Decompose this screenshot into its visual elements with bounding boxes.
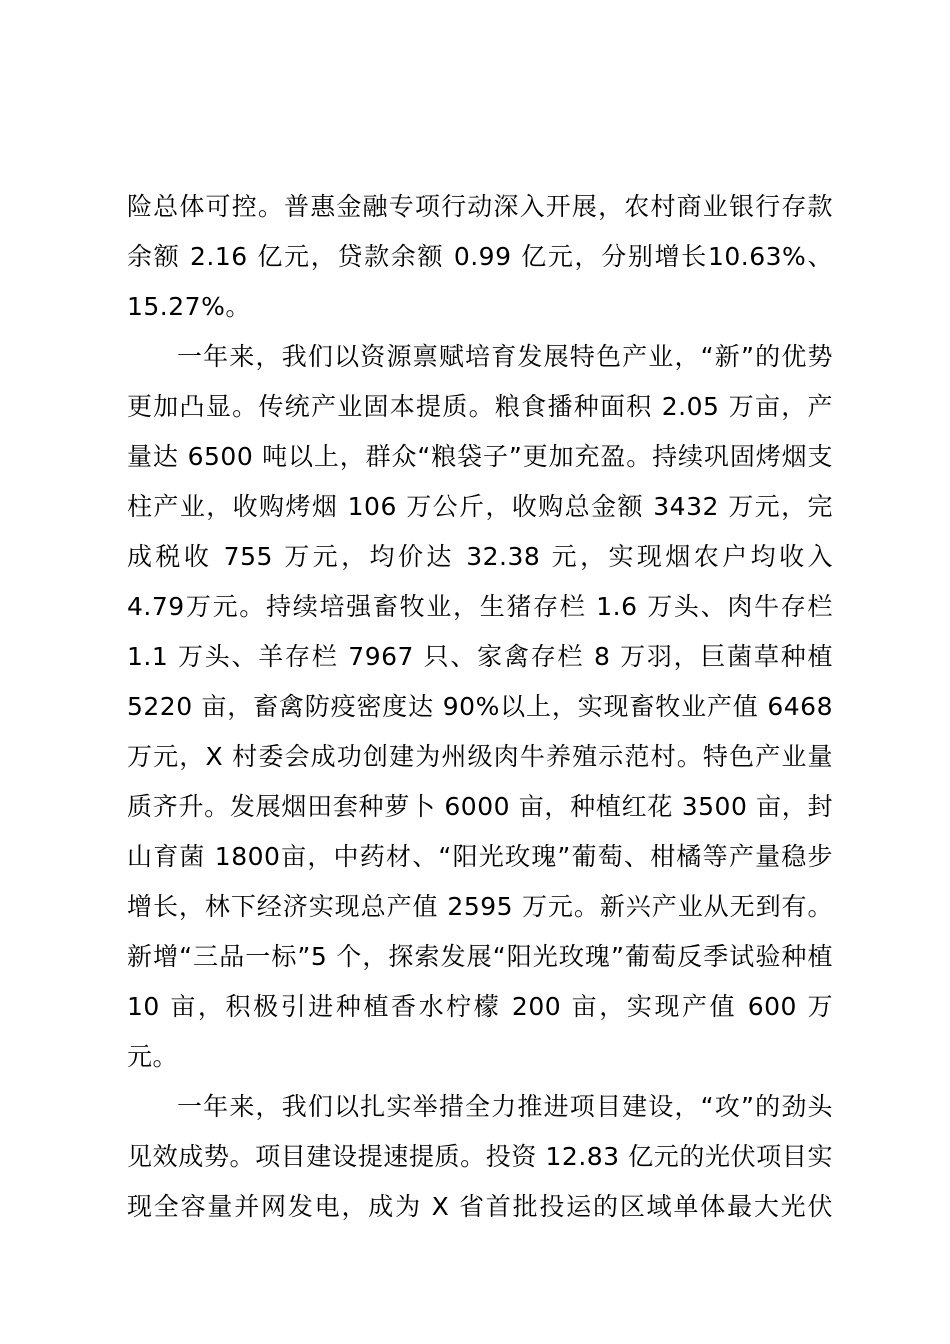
paragraph-industry: 一年来，我们以资源禀赋培育发展特色产业，“新”的优势更加凸显。传统产业固本提质。粮食播种面积 2.05 万亩，产量达 6500 吨以上，群众“粮袋子”更加充盈。持续巩固烤烟支柱产业，收购烤烟 106 万公斤，收购总金额 3432 万元，完成税收 755 万元，均价达 32.38 元，实现烟农户均收入 4.79万元。持续培强畜牧业，生猪存栏 1.6 万头、肉牛存栏 1.1 万头、羊存栏 7967 只、家禽存栏 8 万羽，巨菌草种植 5220 亩，畜禽防疫密度达 90%以上，实现畜牧业产值 6468 万元，X 村委会成功创建为州级肉牛养殖示范村。特色产业量质齐升。发展烟田套种萝卜 6000 亩，种植红花 3500 亩，封山育菌 1800亩，中药材、“阳光玫瑰”葡萄、柑橘等产量稳步增长，林下经济实现总产值 2595 万元。新兴产业从无到有。新增“三品一标”5 个，探索发展“阳光玫瑰”葡萄反季试验种植 10 亩，积极引进种植香水柠檬 200 亩，实现产值 600 万元。 xyxy=(127,342,833,1071)
document-body xyxy=(127,182,833,1232)
paragraph-finance: 险总体可控。普惠金融专项行动深入开展，农村商业银行存款余额 2.16 亿元，贷款余额 0.99 亿元，分别增长10.63%、15.27%。 xyxy=(127,192,833,321)
paragraph-projects: 一年来，我们以扎实举措全力推进项目建设，“攻”的劲头见效成势。项目建设提速提质。投资 12.83 亿元的光伏项目实现全容量并网发电，成为 X 省首批投运的区域单体最大光伏 xyxy=(127,1092,833,1221)
